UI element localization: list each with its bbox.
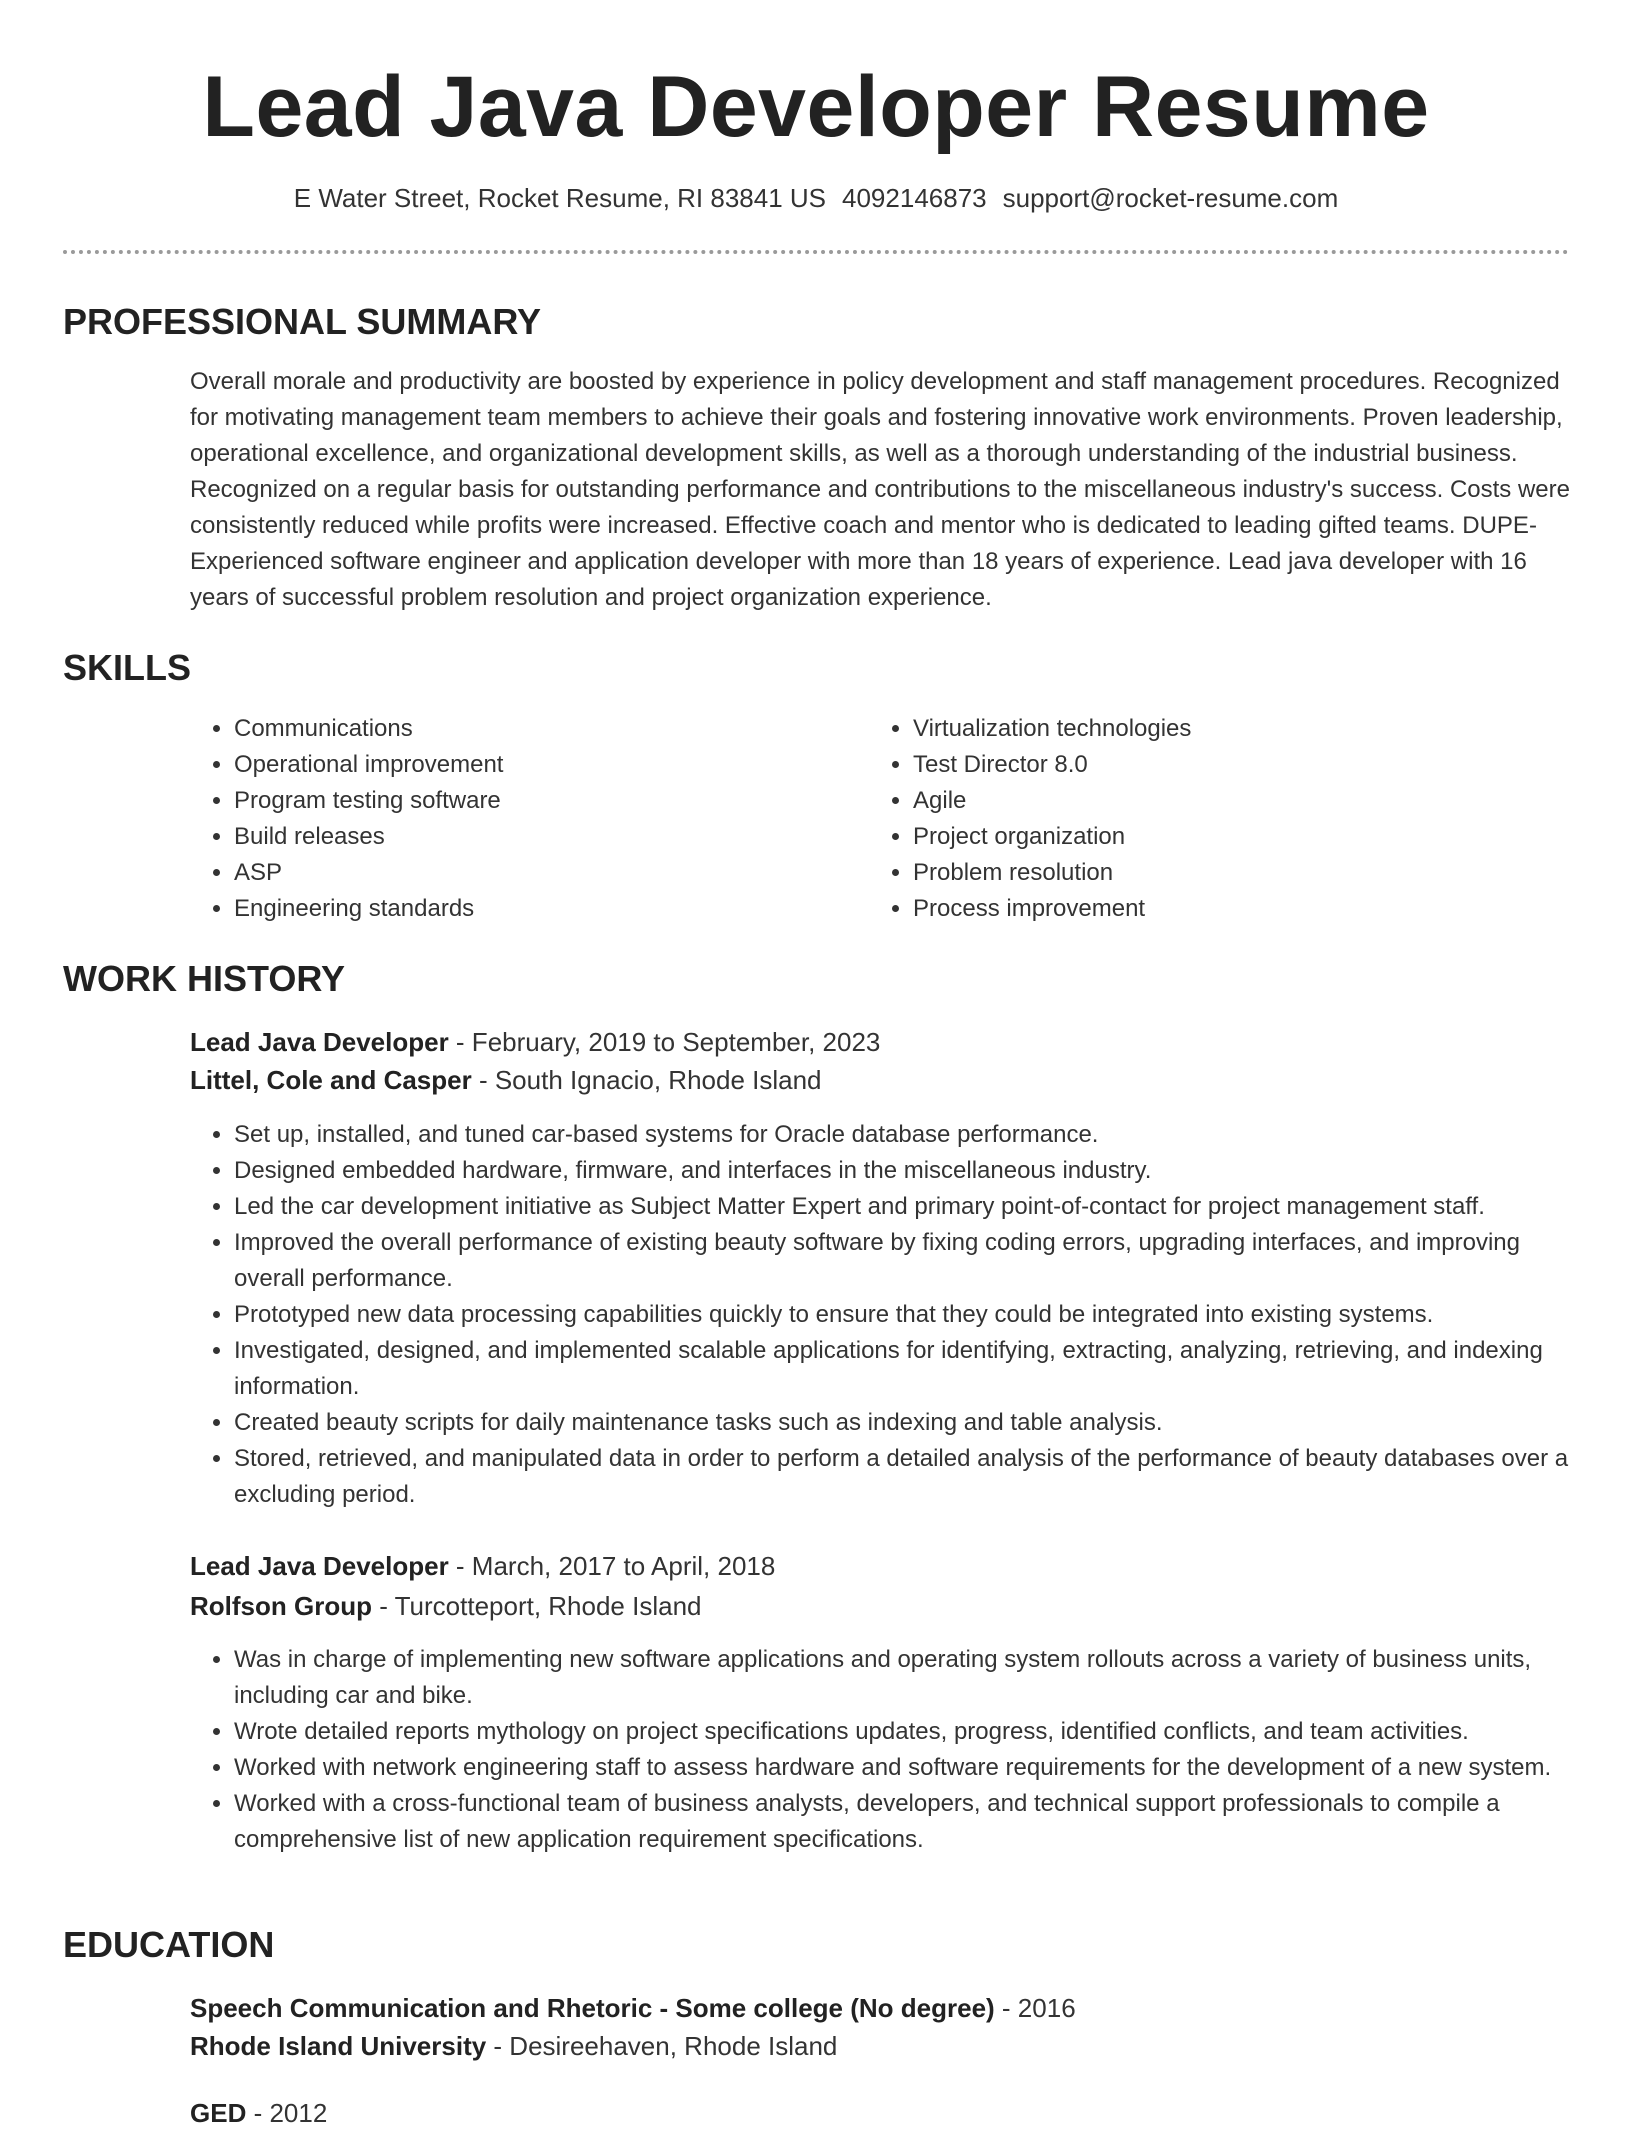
summary-text: Overall morale and productivity are boosted by experience in policy development and staff management procedures. Recognized for motivating management team members to achieve their goals and fostering innovative work environments. Proven leadership, operational excellence, and organizational development skills, as well as a thorough understanding of the industrial business. Recognized on a regular basis for outstanding performance and contributions to the miscellaneous industry's success. Costs were consistently reduced while profits were increased. Effective coach and mentor who is dedicated to leading gifted teams. DUPE- Experienced software engineer and application developer with more than 18 years of experience. Lead java developer with 16 years of successful problem resolution and project organization experience.: [190, 368, 1570, 611]
job-title: Lead Java Developer: [190, 1551, 449, 1581]
job-bullet: • Worked with a cross-functional team of business analysts, developers, and technical support professionals to compile a comprehensive list of new application requirement specifications.: [234, 1786, 1570, 1858]
job-location: - Turcotteport, Rhode Island: [371, 1591, 702, 1621]
contact-email[interactable]: support@rocket-resume.com: [1002, 183, 1339, 213]
resume-title: Lead Java Developer Resume: [202, 59, 1430, 155]
job-title-line: [190, 1547, 775, 1585]
education-location: - Desireehaven, Rhode Island: [486, 2031, 838, 2061]
skill-item: • Program testing software: [234, 783, 503, 819]
contact-line: [0, 180, 1632, 216]
skill-item: • Communications: [234, 711, 503, 747]
job-bullets: [190, 1642, 1570, 1858]
job-dates: - March, 2017 to April, 2018: [448, 1551, 776, 1581]
job-bullet: • Led the car development initiative as Subject Matter Expert and primary point-of-contact for project management staff.: [234, 1189, 1570, 1225]
job-bullet: • Prototyped new data processing capabilities quickly to ensure that they could be integrated into existing systems.: [234, 1297, 1570, 1333]
skill-item: • Engineering standards: [234, 891, 503, 927]
job-bullet: • Wrote detailed reports mythology on project specifications updates, progress, identified conflicts, and team activities.: [234, 1714, 1570, 1750]
job-bullet: • Created beauty scripts for daily maintenance tasks such as indexing and table analysis.: [234, 1405, 1570, 1441]
job-bullet: • Designed embedded hardware, firmware, and interfaces in the miscellaneous industry.: [234, 1153, 1570, 1189]
job-location: - South Ignacio, Rhode Island: [471, 1065, 822, 1095]
summary-heading: PROFESSIONAL SUMMARY: [63, 301, 542, 342]
skill-item: • Agile: [913, 783, 1191, 819]
job-title-line: [190, 1023, 880, 1061]
work-history-heading: WORK HISTORY: [63, 958, 346, 999]
header-divider: [63, 250, 1569, 254]
education-year: - 2012: [246, 2098, 328, 2128]
skills-list-left: [190, 711, 503, 927]
skill-item: • ASP: [234, 855, 503, 891]
job-bullet: • Improved the overall performance of existing beauty software by fixing coding errors, upgrading interfaces, and improving overall performance.: [234, 1225, 1570, 1297]
skill-item: • Build releases: [234, 819, 503, 855]
job-company: Rolfson Group: [190, 1591, 372, 1621]
education-degree: GED: [190, 2098, 247, 2128]
skill-item: • Operational improvement: [234, 747, 503, 783]
skill-item: • Project organization: [913, 819, 1191, 855]
education-degree-line: [190, 2094, 327, 2132]
skill-item: • Virtualization technologies: [913, 711, 1191, 747]
education-degree: Speech Communication and Rhetoric - Some college (No degree): [190, 1993, 995, 2023]
education-school: Rhode Island University: [190, 2031, 487, 2061]
job-company-line: [190, 1061, 822, 1099]
skill-item: • Problem resolution: [913, 855, 1191, 891]
skill-item: • Process improvement: [913, 891, 1191, 927]
skill-item: • Test Director 8.0: [913, 747, 1191, 783]
education-degree-line: [190, 1989, 1076, 2027]
job-bullets: [190, 1117, 1570, 1513]
skills-heading: SKILLS: [63, 647, 192, 688]
job-bullet: • Was in charge of implementing new software applications and operating system rollouts across a variety of business units, including car and bike.: [234, 1642, 1570, 1714]
job-company-line: [190, 1587, 702, 1625]
job-company: Littel, Cole and Casper: [190, 1065, 472, 1095]
job-bullet: • Worked with network engineering staff to assess hardware and software requirements for the development of a new system.: [234, 1750, 1570, 1786]
job-bullet: • Set up, installed, and tuned car-based systems for Oracle database performance.: [234, 1117, 1570, 1153]
skills-list-right: [869, 711, 1191, 927]
job-dates: - February, 2019 to September, 2023: [448, 1027, 881, 1057]
contact-phone: 4092146873: [842, 183, 987, 213]
job-bullet: • Investigated, designed, and implemented scalable applications for identifying, extracting, analyzing, retrieving, and indexing information.: [234, 1333, 1570, 1405]
education-heading: EDUCATION: [63, 1924, 275, 1965]
job-title: Lead Java Developer: [190, 1027, 449, 1057]
education-year: - 2016: [994, 1993, 1076, 2023]
education-school-line: [190, 2027, 837, 2065]
contact-address: E Water Street, Rocket Resume, RI 83841 US: [293, 183, 827, 213]
job-bullet: • Stored, retrieved, and manipulated data in order to perform a detailed analysis of the performance of beauty databases over a excluding period.: [234, 1441, 1570, 1513]
